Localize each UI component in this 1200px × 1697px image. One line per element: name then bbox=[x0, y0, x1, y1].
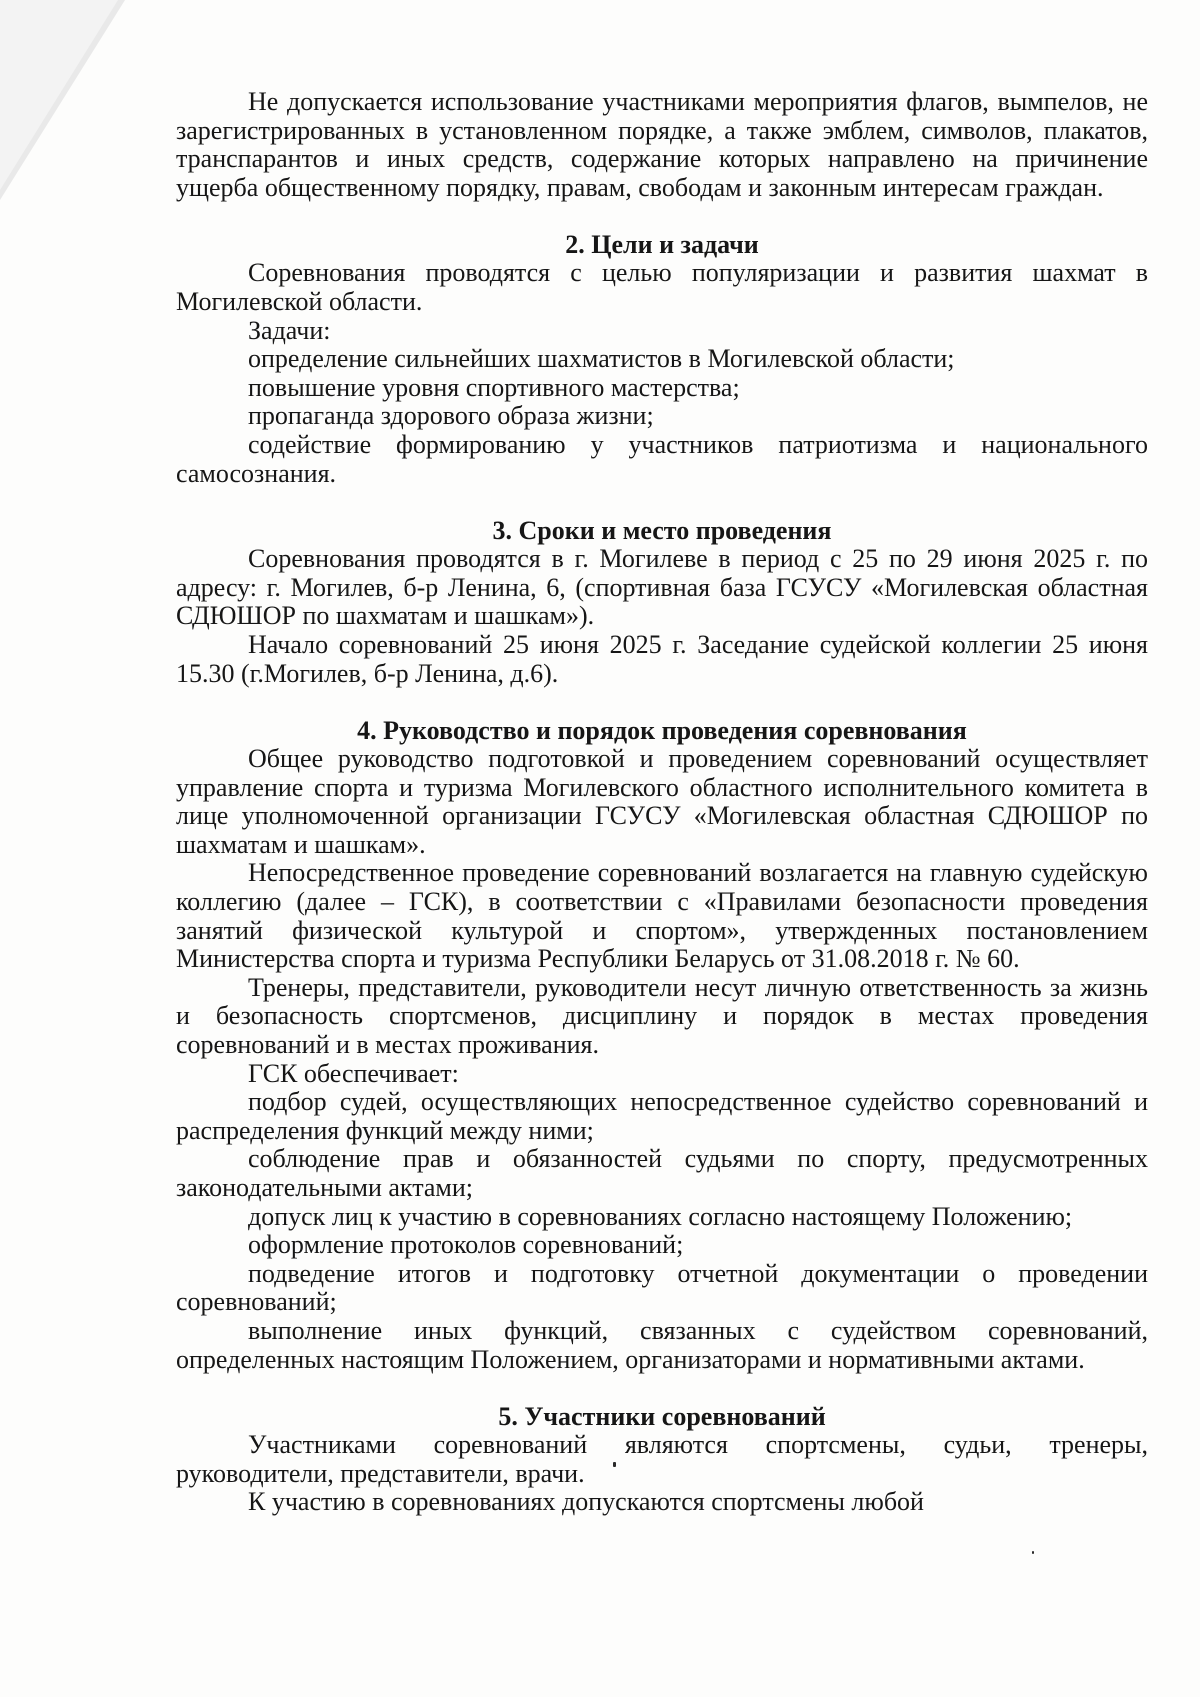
section-4-title: 4. Руководство и порядок проведения соревнования bbox=[357, 716, 967, 746]
section-2-item-1: определение сильнейших шахматистов в Могилевской области; bbox=[248, 344, 955, 374]
section-4-gsk-label: ГСК обеспечивает: bbox=[248, 1058, 459, 1088]
section-2-item-2: повышение уровня спортивного мастерства; bbox=[248, 372, 740, 402]
section-4-paragraph-3: Тренеры, представители, руководители несут личную ответственность за жизнь и безопасность спортсменов, дисциплину и порядок в местах проведения соревнований и в местах проживания. bbox=[176, 972, 1148, 1060]
intro-paragraph: Не допускается использование участниками мероприятия флагов, вымпелов, не зарегистрированных в установленном порядке, а также эмблем, символов, плакатов, транспарантов и иных средств, содержание которых направлено на причинение ущерба общественному порядку, правам, свободам и законным интересам граждан. bbox=[176, 87, 1148, 202]
section-5-paragraph-1: Участниками соревнований являются спортсмены, судьи, тренеры, руководители, представители, врачи. bbox=[176, 1430, 1148, 1488]
section-2-title: 2. Цели и задачи bbox=[565, 230, 759, 260]
section-2-tasks-label: Задачи: bbox=[248, 315, 331, 345]
section-3-paragraph-1: Соревнования проводятся в г. Могилеве в период с 25 по 29 июня 2025 г. по адресу: г. Могилев, б-р Ленина, 6, (спортивная база ГСУСУ «Могилевская областная СДЮШОР по шахматам и шашкам»). bbox=[176, 544, 1148, 631]
section-2-item-3: пропаганда здорового образа жизни; bbox=[248, 401, 654, 431]
section-4-item-3: допуск лиц к участию в соревнованиях согласно настоящему Положению; bbox=[248, 1201, 1073, 1231]
section-2-item-4: содействие формированию у участников патриотизма и национального самосознания. bbox=[176, 429, 1148, 488]
section-4-item-1: подбор судей, осуществляющих непосредственное судейство соревнований и распределения функций между ними; bbox=[176, 1087, 1148, 1145]
section-4-item-6: выполнение иных функций, связанных с судейством соревнований, определенных настоящим Положением, организаторами и нормативными актами. bbox=[176, 1315, 1148, 1374]
scan-speck bbox=[1032, 1551, 1034, 1554]
section-4-item-4: оформление протоколов соревнований; bbox=[248, 1230, 684, 1260]
section-5-title: 5. Участники соревнований bbox=[498, 1402, 826, 1432]
scan-speck bbox=[613, 1462, 616, 1467]
section-4-paragraph-2: Непосредственное проведение соревнований возлагается на главную судейскую коллегию (далее – ГСК), в соответствии с «Правилами безопасности проведения занятий физической культурой и спортом», утвержденных постановлением Министерства спорта и туризма Республики Беларусь от 31.08.2018 г. № 60. bbox=[176, 858, 1148, 974]
document-body bbox=[176, 88, 1148, 1517]
folded-corner bbox=[0, 0, 125, 200]
section-4-item-2: соблюдение прав и обязанностей судьями по спорту, предусмотренных законодательными актами; bbox=[176, 1144, 1148, 1202]
section-5-paragraph-2: К участию в соревнованиях допускаются спортсмены любой bbox=[248, 1487, 924, 1517]
section-3-paragraph-2: Начало соревнований 25 июня 2025 г. Заседание судейской коллегии 25 июня 15.30 (г.Могилев, б-р Ленина, д.6). bbox=[176, 629, 1148, 688]
section-4-paragraph-1: Общее руководство подготовкой и проведением соревнований осуществляет управление спорта и туризма Могилевского областного исполнительного комитета в лице уполномоченной организации ГСУСУ «Могилевская областная СДЮШОР по шахматам и шашкам». bbox=[176, 744, 1148, 859]
section-4-item-5: подведение итогов и подготовку отчетной документации о проведении соревнований; bbox=[176, 1258, 1148, 1317]
section-3-title: 3. Сроки и место проведения bbox=[492, 516, 832, 546]
section-2-text: Соревнования проводятся с целью популяризации и развития шахмат в Могилевской области. bbox=[176, 258, 1148, 316]
